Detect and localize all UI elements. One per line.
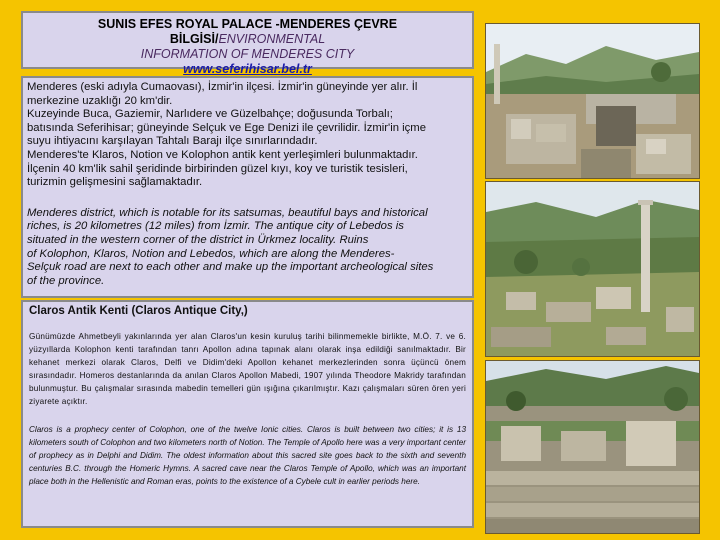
ruins-photo-temple-field — [485, 360, 700, 534]
text-line: Menderes district, which is notable for its satsumas, beautiful bays and historical — [27, 206, 428, 219]
text-line: riches, is 20 kilometres (12 miles) from İzmir. The antique city of Lebedos is — [27, 220, 404, 233]
text-line: Menderes'te Klaros, Notion ve Kolophon antik kent yerleşimleri bulunmaktadır. — [27, 148, 418, 161]
intro-panel — [21, 76, 474, 298]
text-line: situated in the western corner of the district in Ürkmez locality. Ruins — [27, 233, 369, 246]
text-line: Menderes (eski adıyla Cumaovası), İzmir'in ilçesi. İzmir'in güneyinde yer alır. İl — [27, 81, 418, 93]
claros-heading: Claros Antik Kenti (Claros Antique City,) — [29, 305, 248, 317]
text-line: of Kolophon, Klaros, Notion and Lebedos, which are along the Menderes- — [27, 247, 395, 260]
text-line: merkezine uzaklığı 20 km'dir. — [27, 94, 173, 107]
ruins-photo-column — [485, 181, 700, 357]
text-line: of the province. — [27, 274, 105, 287]
text-line: Selçuk road are next to each other and make up the important archeological sites — [27, 261, 434, 274]
title-english-part: ENVIRONMENTAL — [218, 32, 326, 46]
ruins-photo-stone-blocks — [485, 23, 700, 179]
claros-panel — [21, 300, 474, 528]
text-line: Kuzeyinde Buca, Gaziemir, Narlıdere ve Güzelbahçe; doğusunda Torbalı; — [27, 108, 393, 121]
text-line: suyu ihtiyacını karşılayan Tahtalı Barajı ilçe sınırlarındadır. — [27, 135, 318, 148]
page-subtitle: INFORMATION OF MENDERES CITY — [140, 47, 355, 61]
text-line: batısında Seferihisar; güneyinde Selçuk ve Ege Denizi ile çevrilidir. İzmir'in içme — [27, 121, 426, 134]
text-line: İlçenin 40 km'lik sahil şeridinde birbirinden güzel kıyı, koy ve turistik tesisleri, — [27, 162, 408, 175]
english-paragraph — [27, 207, 468, 289]
page-title — [23, 17, 472, 47]
text-line: turizmin gelişmesini sağlamaktadır. — [27, 176, 203, 189]
claros-turkish-text: Günümüzde Ahmetbeyli yakınlarında yer alan Claros'un kesin kuruluş tarihi bilinmemekle birlikte, M.Ö. 7. ve 6. yüzyıllarda Kolophon kenti tarafından tanrı Apollon adına tapınak alanı olarak inşa edildiği sanılmaktadır. Bir kehanet merkezi olarak Claros, Delfi ve Didim'deki Apollon kehanet merkezlerinden sonra üçüncü önem sırasındadır. Homeros destanlarında da anılan Claros Apollon Mabedi, 1907 yılında Theodore Makridy tarafından bulunmuştur. Bu çalışmalar sırasında mabedin temelleri gün ışığına çıkarılmıştır. Kazı çalışmaları süren ören yeri ziyarete açıktır. — [29, 332, 466, 406]
website-link[interactable]: www.seferihisar.bel.tr — [183, 62, 312, 76]
turkish-paragraph — [27, 81, 468, 190]
claros-english-text: Claros is a prophecy center of Colophon, one of the twelve Ionic cities. Claros is built between two cities; it is 13 kilometers south of Colophon and two kilometers north of Notion. The Temple of Apollo here was a very important center of prophecy as in Delphi and Didim. The oldest information about this sacred site goes back to the sixth and seventh centuries B.C. through the Homeric Hymns. A sacred cave near the Claros Temple of Apollo, which was an important place both in the Hellenistic and Roman eras, points to the existence of a Cybele cult in earlier periods here. — [29, 425, 466, 486]
title-main: SUNIS EFES ROYAL PALACE -MENDERES ÇEVRE BİLGİSİ/ — [97, 17, 398, 46]
title-panel — [21, 11, 474, 76]
